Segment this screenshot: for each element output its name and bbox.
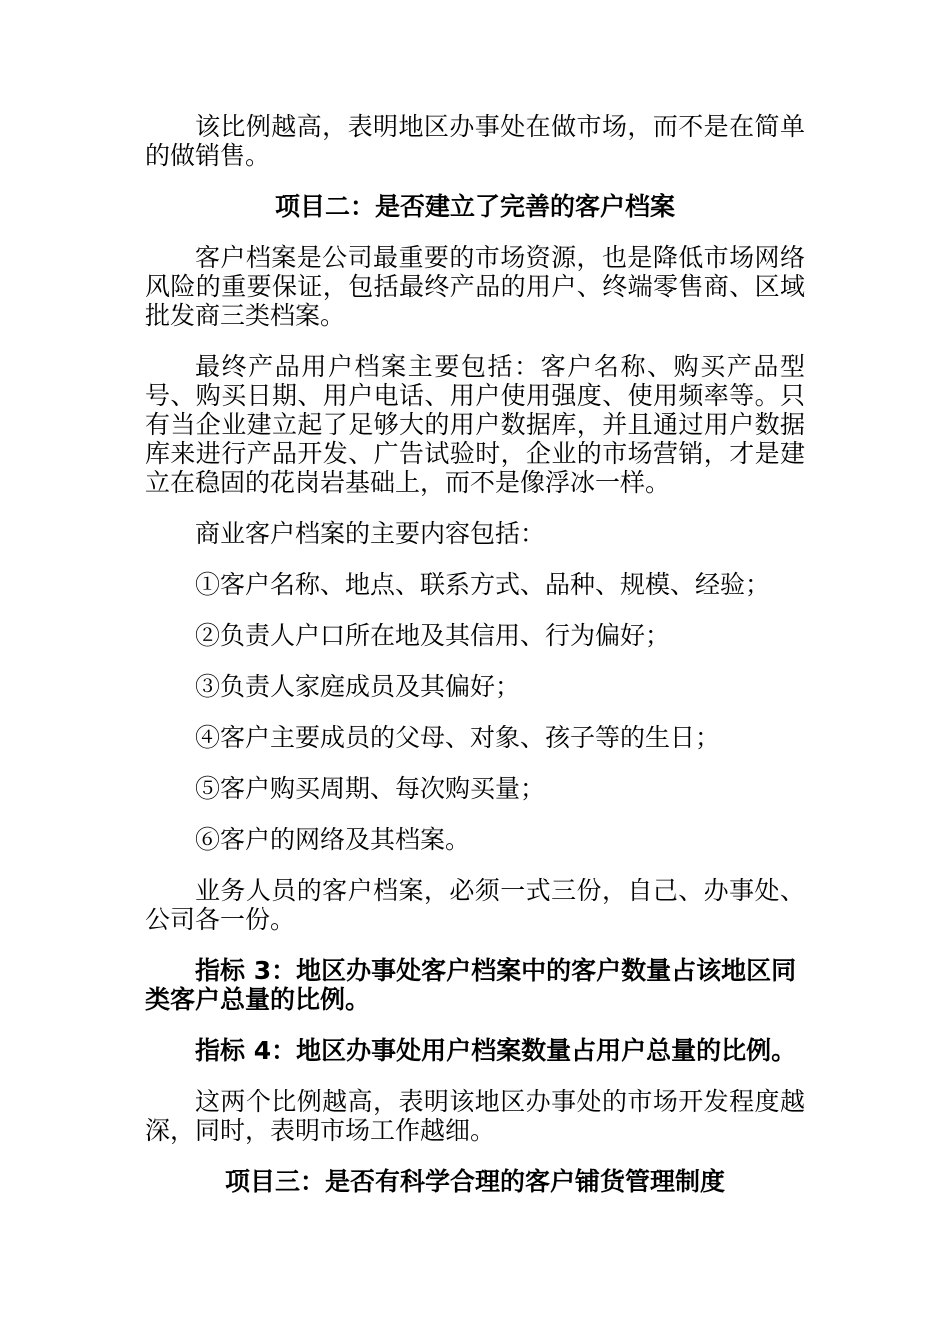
paragraph-customer-files: 客户档案是公司最重要的市场资源，也是降低市场网络风险的重要保证，包括最终产品的用户、终端零售商、区域批发商三类档案。 bbox=[145, 243, 805, 330]
paragraph-end-user-files: 最终产品用户档案主要包括：客户名称、购买产品型号、购买日期、用户电话、用户使用强度、使用频率等。只有当企业建立起了足够大的用户数据库，并且通过用户数据库来进行产品开发、广告试验时，企业的市场营销，才是建立在稳固的花岗岩基础上，而不是像浮冰一样。 bbox=[145, 352, 805, 497]
paragraph-ratios-conclusion: 这两个比例越高，表明该地区办事处的市场开发程度越深，同时，表明市场工作越细。 bbox=[145, 1087, 805, 1145]
list-item: ②负责人户口所在地及其信用、行为偏好； bbox=[195, 621, 671, 650]
paragraph-ratio-note: 该比例越高，表明地区办事处在做市场，而不是在简单的做销售。 bbox=[145, 112, 805, 170]
list-item: ①客户名称、地点、联系方式、品种、规模、经验； bbox=[195, 570, 771, 599]
list-item: ⑥客户的网络及其档案。 bbox=[195, 825, 471, 854]
indicator-3: 指标 3：地区办事处客户档案中的客户数量占该地区同类客户总量的比例。 bbox=[145, 956, 797, 1014]
paragraph-three-copies: 业务人员的客户档案，必须一式三份，自己、办事处、公司各一份。 bbox=[145, 876, 805, 934]
list-item: ④客户主要成员的父母、对象、孩子等的生日； bbox=[195, 723, 721, 752]
section-heading-project-2: 项目二：是否建立了完善的客户档案 bbox=[274, 192, 675, 221]
section-heading-project-3: 项目三：是否有科学合理的客户铺货管理制度 bbox=[224, 1167, 725, 1196]
list-item: ③负责人家庭成员及其偏好； bbox=[195, 672, 521, 701]
indicator-4: 指标 4：地区办事处用户档案数量占用户总量的比例。 bbox=[195, 1036, 797, 1065]
document-page bbox=[145, 112, 805, 1218]
paragraph-commercial-files-intro: 商业客户档案的主要内容包括： bbox=[195, 519, 546, 548]
list-item: ⑤客户购买周期、每次购买量； bbox=[195, 774, 546, 803]
